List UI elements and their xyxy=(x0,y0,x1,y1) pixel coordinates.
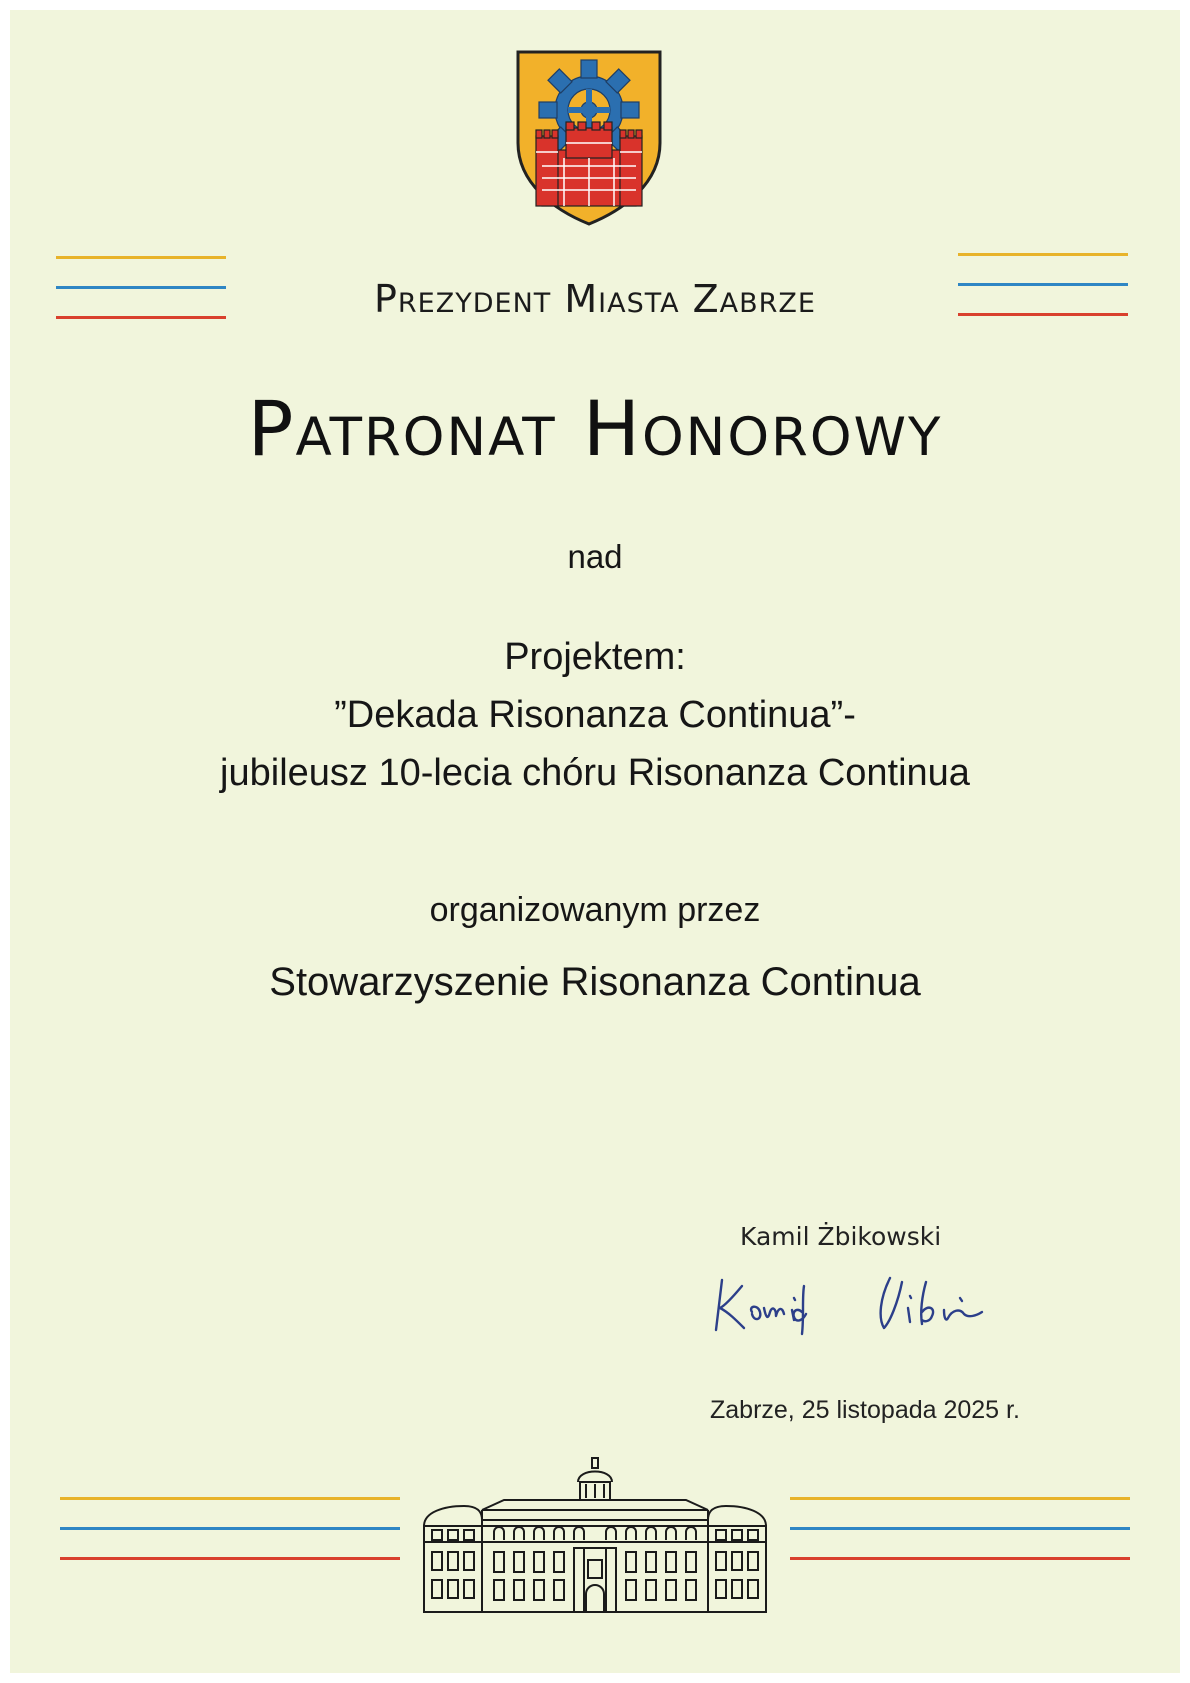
decor-line-blue xyxy=(790,1527,1130,1530)
project-name: ”Dekada Risonanza Continua”- xyxy=(334,694,856,736)
signer-name: Kamil Żbikowski xyxy=(740,1222,942,1251)
city-hall-building-icon xyxy=(420,1448,770,1616)
preposition-text: nad xyxy=(567,538,623,575)
decor-line-blue xyxy=(60,1527,400,1530)
decor-line-red xyxy=(60,1557,400,1560)
date-line: Zabrze, 25 listopada 2025 r. xyxy=(710,1396,1020,1424)
organized-by-label: organizowanym przez xyxy=(429,891,761,929)
decor-line-red xyxy=(790,1557,1130,1560)
project-label: Projektem: xyxy=(504,636,686,678)
coat-of-arms-icon xyxy=(514,48,664,228)
project-description: jubileusz 10-lecia chóru Risonanza Continua xyxy=(220,752,970,794)
decor-line-yellow xyxy=(56,256,226,259)
handwritten-signature xyxy=(712,1268,1042,1338)
decor-line-yellow xyxy=(958,253,1128,256)
decor-line-yellow xyxy=(60,1497,400,1500)
certificate-title: Patronat Honorowy xyxy=(247,384,943,473)
issuer-heading: Prezydent Miasta Zabrze xyxy=(374,277,816,321)
organizer-name: Stowarzyszenie Risonanza Continua xyxy=(269,960,921,1004)
decor-line-yellow xyxy=(790,1497,1130,1500)
